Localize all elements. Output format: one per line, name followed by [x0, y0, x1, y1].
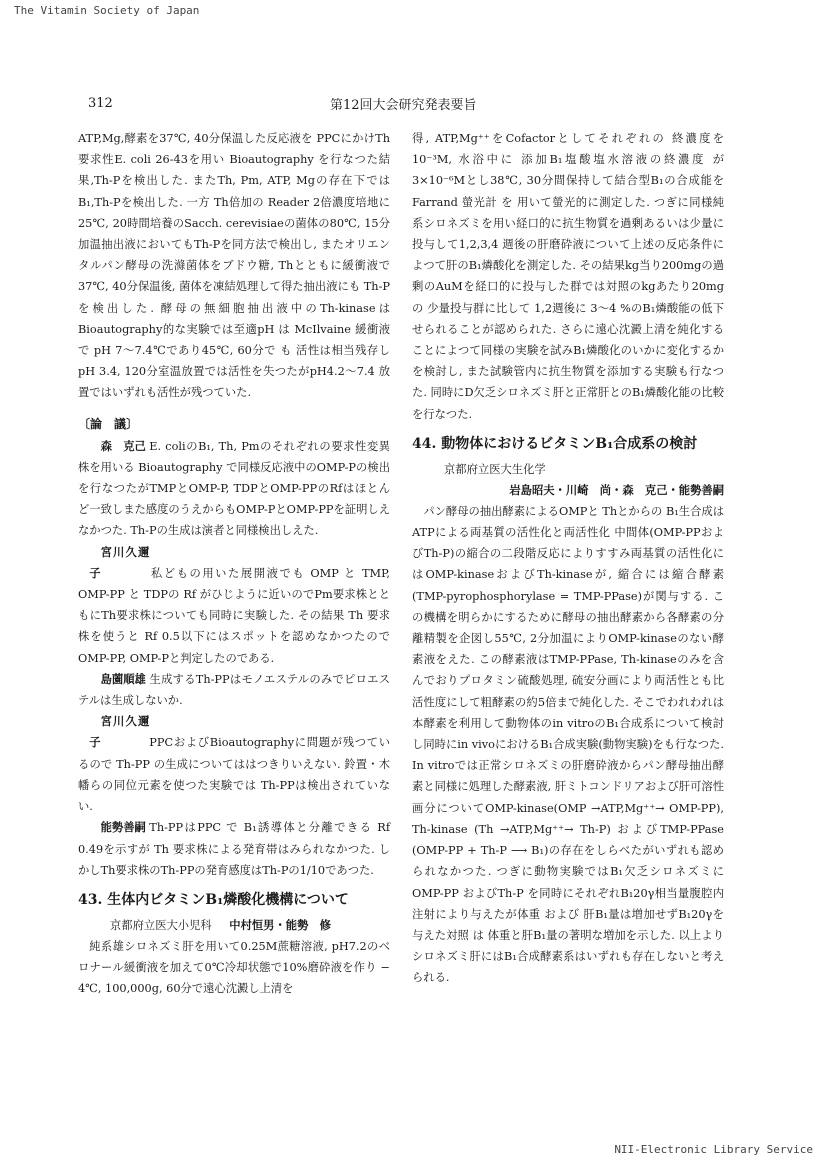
article-43-continuation: 得, ATP,Mg⁺⁺をCofactorとしてそれぞれの 終濃度を10⁻³M, 水浴中に 添加B₁塩酸塩水溶液の終濃度 が 3×10⁻⁶Mとし38℃, 30分間保持して結合型B₁の合成能を Farrand 螢光計 を 用いて螢光的に測定した. つぎに同様純系シロネズミを用い経口的に抗生物質を過剰あるいは少量に投与して1,2,3,4 週後の肝磨砕液について上述の反応条件によつて肝のB₁燐酸化を測定した. その結果kg当り200mgの過剰のAuMを経口的に投与した群では対照のkgあたり20mg の 少量投与群に比して 1,2週後に 3〜4 %のB₁燐酸能の低下せられることが認められた. さらに遠心沈澱上清を純化することによつて同様の実験を試みB₁燐酸化のいかに変化するかを検討し, また試験管内に抗生物質を添加する実験も行なつた. 同時にD欠乏シロネズミ肝と正常肝とのB₁燐酸化能の比較を行なつた. — [412, 132, 724, 421]
discussion-text: E. coliのB₁, Th, Pmのそれぞれの要求性変異株を用いる Bioautography で同様反応液中のOMP-Pの検出を行なつたがTMPとOMP-P, TDPとOMP-PPのRfはほとんど一致しまた感度のうえからもOMP-PとOMP-PPを証明しえなかつた. Th-Pの生成は演者と同様検出しえた. — [78, 439, 391, 538]
speaker-name: 宮川久邇子 — [89, 714, 150, 750]
discussion-entry — [78, 817, 390, 881]
running-head: 第12回大会研究発表要旨 — [330, 98, 477, 113]
article-44-authors: 岩島昭夫・川崎 尚・森 克己・能勢善嗣 — [509, 482, 724, 497]
article-43-title: 43. 生体内ビタミンB₁燐酸化機構について — [78, 891, 349, 908]
speaker-name: 森 克己 — [100, 438, 146, 453]
discussion-entry — [78, 711, 390, 817]
article-44-title: 44. 動物体におけるビタミンB₁合成系の検討 — [412, 435, 698, 452]
discussion-text: 私どもの用いた展開液でも OMP と TMP, OMP-PP と TDPの Rf がひじように近いのでPm要求株とともにTh要求株についても同時に実験した. その結果 Th 要求株を使うと Rf 0.5以下にはスポットを認めなかつたので OMP-PP, OMP-Pと判定したのである. — [78, 566, 390, 665]
discussion-entry — [78, 436, 390, 542]
intro-paragraph: ATP,Mg,酵素を37℃, 40分保温した反応液を PPCにかけTh要求性E. coli 26-43を用い Bioautography を行なつた結果,Th-Pを検出した. またTh, Pm, ATP, Mgの存在下ではB₁,Th-Pを検出した. 一方 Th倍加の Reader 2倍濃度培地に25℃, 20時間培養のSacch. cerevisiaeの菌体の80℃, 15分加温抽出液においてもTh-Pを同方法で検出し, またオリエンタルパン酵母の洗滌菌体をブドウ糖, Thとともに緩衝液で37℃, 40分保温後, 菌体を凍結処理して得た抽出液にも Th-P を検出した. 酵母の無細胞抽出液中のTh-kinaseは Bioautography的な実験では至適pH は McIlvaine 緩衝液で pH 7〜7.4℃であり45℃, 60分で も 活性は相当残存しpH 3.4, 120分室温放置では活性を失つたがpH4.2〜7.4 放置ではいずれも活性が残つていた. — [78, 132, 390, 400]
discussion-text: Th-PPはPPC で B₁誘導体と分離できる Rf 0.49を示すが Th 要求株による発育帯はみられなかつた. しかしTh要求株のTh-PPの発育感度はTh-Pの1/10であつた. — [78, 821, 390, 877]
article-44-affiliation: 京都府立医大生化学 — [444, 462, 546, 476]
discussion-entry — [78, 542, 390, 669]
article-43-affiliation-line — [110, 915, 390, 936]
right-column — [412, 128, 724, 989]
article-43-affiliation: 京都府立医大小児科 — [110, 918, 212, 932]
footer-service: NII-Electronic Library Service — [614, 1143, 813, 1156]
left-column — [78, 128, 390, 1000]
discussion-text: PPCおよびBioautographyに問題が残つているので Th-PP の生成についてははつきりいえない. 鈴置・木幡らの同位元素を使つた実験では Th-PPは検出されていない. — [78, 736, 390, 814]
discussion-entry — [78, 669, 390, 711]
speaker-name: 島薗順雄 — [100, 671, 146, 686]
discussion-text: 生成するTh-PPはモノエステルのみでピロエステルは生成しないか. — [78, 672, 390, 708]
speaker-name: 能勢善嗣 — [100, 820, 146, 835]
discussion-heading: 〔論 議〕 — [78, 416, 139, 431]
speaker-name: 宮川久邇子 — [89, 544, 150, 580]
society-header: The Vitamin Society of Japan — [14, 4, 200, 17]
article-43-body: 純系雄シロネズミ肝を用いて0.25M蔗糖溶液, pH7.2のベロナール緩衝液を加えて0℃冷却状態で10%磨砕液を作り − 4℃, 100,000g, 60分で遠心沈澱し上清を — [78, 939, 390, 996]
article-44-body: パン酵母の抽出酵素によるOMPと Thとからの B₁生合成はATPによる両基質の活性化と両活性化 中間体(OMP-PPおよびTh-P)の縮合の二段階反応によりすすみ両基質の活性化にはOMP-kinaseおよびTh-kinaseが, 縮合には縮合酵素(TMP-pyrophosphorylase = TMP-PPase)が関与する. この機構を明らかにするために酵母の抽出酵素から各酵素の分離精製を企図し55℃, 2分加温によりOMP-kinaseのない酵素液をえた. この酵素液はTMP-PPase, Th-kinaseのみを含んでおりプロタミン硫酸処理, 硫安分画により両活性とも比活性度にして粗酵素の約5倍まで純化した. そこでわれわれは本酵素を利用して動物体のin vitroのB₁合成系について検討し同時にin vivoにおけるB₁合成実験(動物実験)をも行なつた. In vitroでは正常シロネズミの肝磨砕液からパン酵母抽出酵素と同様に処理した酵素液, 肝ミトコンドリアおよび肝可溶性画分についてOMP-kinase(OMP →ATP,Mg⁺⁺→ OMP-PP), Th-kinase (Th →ATP,Mg⁺⁺→ Th-P) およびTMP-PPase (OMP-PP + Th-P ⟶ B₁)の存在をしらべたがいずれも認められなかつた. つぎに動物実験ではB₁欠乏シロネズミに OMP-PP およびTh-P を同時にそれぞれB₁20γ相当量腹腔内注射により与えたが体重 および 肝B₁量は増加せずB₁20γを与えた対照 は 体重と肝B₁量の著明な増加を示した. 以上よりシロネズミ肝にはB₁合成酵素系はいずれも存在しないと考えられる. — [412, 504, 724, 985]
article-43-authors: 中村恒男・能勢 修 — [229, 917, 331, 932]
page-number: 312 — [88, 96, 113, 111]
